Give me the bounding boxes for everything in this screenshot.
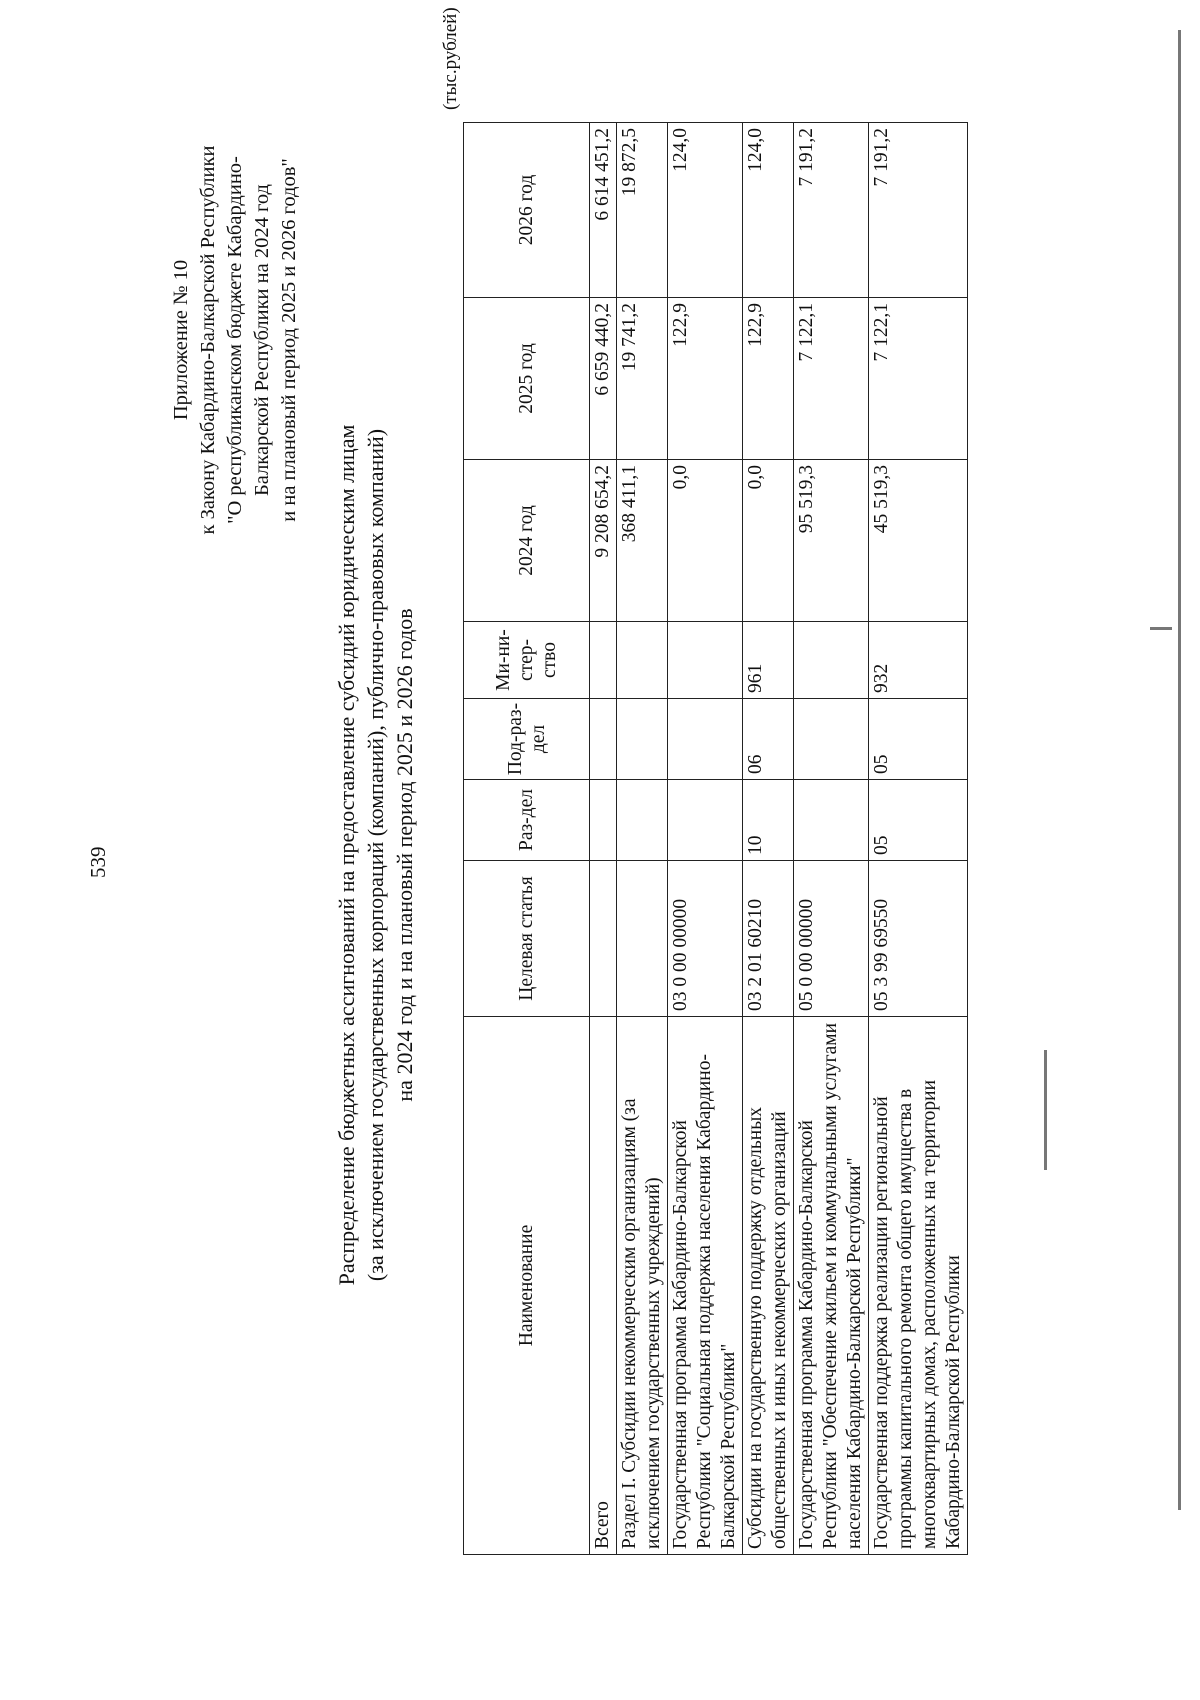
- cell-target: 05 0 00 00000: [794, 861, 869, 1017]
- cell-name: Государственная программа Кабардино-Балкарской Республики "Обеспечение жильем и коммунальными услугами населения Кабардино-Балкарской Республики": [794, 1017, 869, 1555]
- units-label: (тыс.рублей): [440, 7, 461, 110]
- header-subsection: Под-раз-дел: [464, 699, 590, 780]
- cell-2024: 0,0: [668, 460, 743, 622]
- cell-target: 05 3 99 69550: [869, 861, 968, 1017]
- cell-ministry: [590, 622, 617, 699]
- title-line: Распределение бюджетных ассигнований на предоставление субсидий юридическим лицам: [334, 424, 359, 1286]
- appendix-line: "О республиканском бюджете Кабардино-: [224, 156, 246, 524]
- cell-name: Раздел I. Субсидии некоммерческим организациям (за исключением государственных учреждений): [617, 1017, 668, 1555]
- table-row: [794, 123, 869, 1555]
- cell-section: [668, 780, 743, 861]
- title-line: на 2024 год и на плановый период 2025 и 2026 годов: [392, 608, 417, 1102]
- cell-ministry: [617, 622, 668, 699]
- cell-section: 05: [869, 780, 968, 861]
- appendix-header: [168, 55, 303, 625]
- table-row: [743, 123, 794, 1555]
- title-line: (за исключением государственных корпораций (компаний), публично-правовых компаний): [363, 428, 388, 1282]
- cell-subsection: [617, 699, 668, 780]
- cell-subsection: 05: [869, 699, 968, 780]
- cell-2024: 368 411,1: [617, 460, 668, 622]
- cell-section: 10: [743, 780, 794, 861]
- cell-2025: 6 659 440,2: [590, 298, 617, 460]
- table-header-row: [464, 123, 590, 1555]
- appendix-line: и на плановый период 2025 и 2026 годов": [278, 158, 300, 522]
- cell-name: Всего: [590, 1017, 617, 1555]
- cell-2025: 122,9: [668, 298, 743, 460]
- cell-2026: 124,0: [743, 123, 794, 298]
- cell-section: [617, 780, 668, 861]
- cell-2026: 7 191,2: [794, 123, 869, 298]
- scan-mark: [1150, 627, 1172, 630]
- scan-edge-line: [1178, 30, 1181, 1510]
- header-target-article: Целевая статья: [464, 861, 590, 1017]
- cell-subsection: [794, 699, 869, 780]
- cell-ministry: [668, 622, 743, 699]
- cell-subsection: [668, 699, 743, 780]
- appendix-line: Балкарской Республики на 2024 год: [251, 184, 273, 496]
- cell-subsection: [590, 699, 617, 780]
- cell-2024: 0,0: [743, 460, 794, 622]
- table-row: [617, 123, 668, 1555]
- cell-2024: 95 519,3: [794, 460, 869, 622]
- cell-2026: 19 872,5: [617, 123, 668, 298]
- table-row: [668, 123, 743, 1555]
- cell-section: [794, 780, 869, 861]
- cell-name: Государственная программа Кабардино-Балкарской Республики "Социальная поддержка населения Кабардино-Балкарской Республики": [668, 1017, 743, 1555]
- cell-2025: 19 741,2: [617, 298, 668, 460]
- cell-target: 03 2 01 60210: [743, 861, 794, 1017]
- scan-mark: [1044, 1050, 1047, 1170]
- cell-2025: 7 122,1: [869, 298, 968, 460]
- budget-table: [463, 122, 968, 1555]
- table-row: [869, 123, 968, 1555]
- page-number: 539: [86, 846, 110, 878]
- cell-2026: 6 614 451,2: [590, 123, 617, 298]
- header-2025: 2025 год: [464, 298, 590, 460]
- cell-2024: 45 519,3: [869, 460, 968, 622]
- header-2024: 2024 год: [464, 460, 590, 622]
- header-ministry: Ми-ни-стер-ство: [464, 622, 590, 699]
- cell-2025: 7 122,1: [794, 298, 869, 460]
- cell-target: [617, 861, 668, 1017]
- cell-ministry: [794, 622, 869, 699]
- cell-section: [590, 780, 617, 861]
- appendix-line: к Закону Кабардино-Балкарской Республики: [197, 145, 219, 535]
- cell-name: Государственная поддержка реализации региональной программы капитального ремонта общего имущества в многоквартирных домах, расположенных на территории Кабардино-Балкарской Республики: [869, 1017, 968, 1555]
- document-title: [332, 265, 419, 1445]
- cell-target: 03 0 00 00000: [668, 861, 743, 1017]
- cell-2025: 122,9: [743, 298, 794, 460]
- cell-subsection: 06: [743, 699, 794, 780]
- cell-name: Субсидии на государственную поддержку отдельных общественных и иных некоммерческих организаций: [743, 1017, 794, 1555]
- header-name: Наименование: [464, 1017, 590, 1555]
- cell-ministry: 932: [869, 622, 968, 699]
- cell-2026: 124,0: [668, 123, 743, 298]
- cell-2026: 7 191,2: [869, 123, 968, 298]
- cell-2024: 9 208 654,2: [590, 460, 617, 622]
- appendix-line: Приложение № 10: [170, 259, 192, 421]
- table-row: [590, 123, 617, 1555]
- header-2026: 2026 год: [464, 123, 590, 298]
- cell-ministry: 961: [743, 622, 794, 699]
- cell-target: [590, 861, 617, 1017]
- header-section: Раз-дел: [464, 780, 590, 861]
